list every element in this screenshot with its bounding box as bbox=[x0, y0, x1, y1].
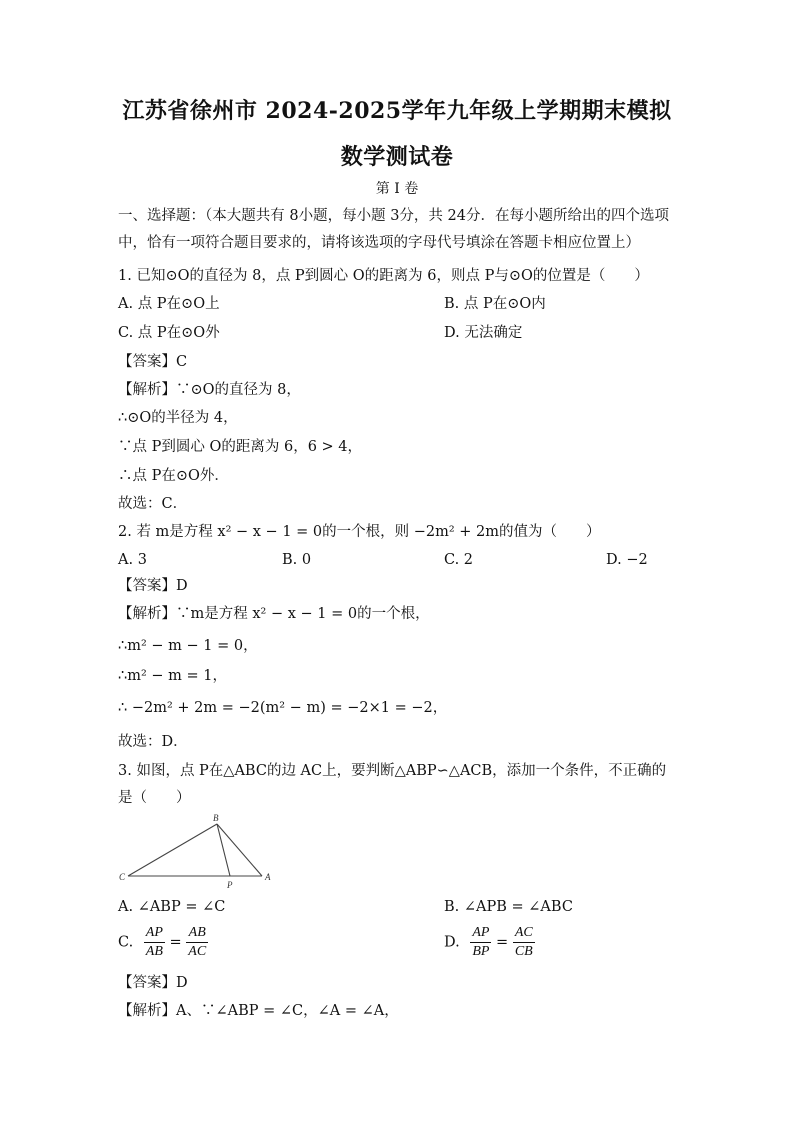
q1-option-c: C. 点 P在⊙O外 bbox=[118, 325, 220, 341]
q1-option-d: D. 无法确定 bbox=[444, 325, 523, 341]
q3-option-c-fraction-right bbox=[186, 924, 208, 961]
q2-option-d: D. −2 bbox=[606, 552, 648, 568]
q2-analysis-line1: 【解析】∵m是方程 x² − x − 1 = 0的一个根， bbox=[118, 606, 430, 622]
q3-option-d-fraction-left bbox=[470, 924, 491, 961]
exam-title-line2: 数学测试卷 bbox=[340, 144, 454, 170]
q1-conclusion: 故选：C． bbox=[118, 496, 188, 512]
q1-analysis-line1: 【解析】∵⊙O的直径为 8， bbox=[118, 382, 301, 398]
fraction-denominator: CB bbox=[514, 944, 533, 959]
q3-option-c-letter: C. bbox=[118, 934, 134, 951]
fraction-denominator: BP bbox=[472, 944, 490, 959]
q2-stem: 2. 若 m是方程 x² − x − 1 = 0的一个根，则 −2m² + 2m的值为（ ） bbox=[118, 524, 601, 540]
q1-analysis-line3: ∵点 P到圆心 O的距离为 6，6 > 4， bbox=[118, 439, 363, 455]
equals-sign: = bbox=[496, 934, 509, 951]
section-heading-line1: 一、选择题：（本大题共有 8小题，每小题 3分，共 24分．在每小题所给出的四个选项 bbox=[118, 208, 669, 224]
q2-option-a: A. 3 bbox=[118, 552, 147, 568]
q1-answer: 【答案】C bbox=[118, 354, 188, 370]
fraction-numerator: AP bbox=[144, 924, 165, 943]
q1-option-a: A. 点 P在⊙O上 bbox=[118, 296, 220, 312]
label-p: P bbox=[227, 880, 233, 890]
q2-analysis-line4: ∴ −2m² + 2m = −2(m² − m) = −2×1 = −2， bbox=[118, 700, 448, 716]
label-b: B bbox=[213, 813, 219, 823]
label-c: C bbox=[119, 872, 126, 882]
section-heading-line2: 中，恰有一项符合题目要求的，请将该选项的字母代号填涂在答题卡相应位置上） bbox=[118, 235, 640, 251]
q2-option-b: B. 0 bbox=[282, 552, 312, 568]
q3-answer: 【答案】D bbox=[118, 975, 188, 991]
side-cb bbox=[128, 824, 217, 876]
q3-analysis-line1: 【解析】A、∵∠ABP = ∠C，∠A = ∠A， bbox=[118, 1003, 399, 1019]
q3-stem-line2: 是（ ） bbox=[118, 790, 191, 806]
fraction-denominator: AB bbox=[145, 944, 163, 959]
q2-option-c: C. 2 bbox=[444, 552, 474, 568]
q2-analysis-line2: ∴m² − m − 1 = 0， bbox=[118, 638, 258, 654]
q1-option-b: B. 点 P在⊙O内 bbox=[444, 296, 546, 312]
q3-option-d-fraction-right bbox=[513, 924, 535, 961]
q2-analysis-line3: ∴m² − m = 1， bbox=[118, 668, 227, 684]
q3-option-a: A. ∠ABP = ∠C bbox=[118, 899, 226, 915]
q3-option-d bbox=[444, 924, 535, 961]
q3-option-b: B. ∠APB = ∠ABC bbox=[444, 899, 573, 915]
label-a: A bbox=[265, 872, 271, 882]
q2-answer: 【答案】D bbox=[118, 578, 188, 594]
fraction-numerator: AB bbox=[186, 924, 208, 943]
q1-analysis-line2: ∴⊙O的半径为 4， bbox=[118, 410, 238, 426]
triangle-figure bbox=[118, 812, 288, 892]
q3-option-c-fraction-left bbox=[144, 924, 165, 961]
volume-label: 第 I 卷 bbox=[375, 181, 419, 197]
fraction-denominator: AC bbox=[188, 944, 207, 959]
exam-title-line1: 江苏省徐州市 2024-2025学年九年级上学期期末模拟 bbox=[122, 98, 672, 124]
q3-option-d-letter: D. bbox=[444, 934, 460, 951]
q1-analysis-line4: ∴点 P在⊙O外． bbox=[118, 468, 229, 484]
fraction-numerator: AP bbox=[470, 924, 491, 943]
q1-stem: 1. 已知⊙O的直径为 8，点 P到圆心 O的距离为 6，则点 P与⊙O的位置是（ ） bbox=[118, 268, 649, 284]
equals-sign: = bbox=[169, 934, 182, 951]
q3-option-c bbox=[118, 924, 208, 961]
q3-stem-line1: 3. 如图，点 P在△ABC的边 AC上，要判断△ABP∽△ACB，添加一个条件，不正确的 bbox=[118, 763, 667, 779]
fraction-numerator: AC bbox=[513, 924, 535, 943]
q2-conclusion: 故选：D． bbox=[118, 734, 188, 750]
